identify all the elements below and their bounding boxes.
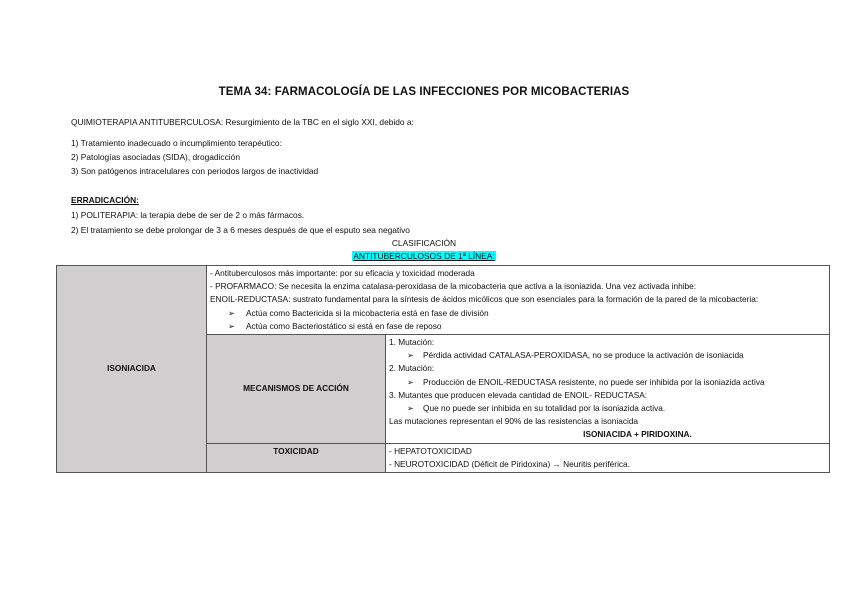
reason-1: 1) Tratamiento inadecuado o incumplimiento terapéutico: <box>71 138 282 148</box>
erradicacion-heading: ERRADICACIÓN: <box>71 195 139 205</box>
bullet-item: ➢ Actúa como Bactericida si la micobacteria está en fase de división <box>210 307 826 320</box>
primera-linea-highlight: ANTITUBERCULOSOS DE 1ª LÍNEA: <box>353 251 495 261</box>
mecanismos-content-cell <box>386 335 830 444</box>
table-row <box>57 266 830 335</box>
arrowhead-bullet-icon: ➢ <box>228 320 235 331</box>
general-line: - Antituberculosos más importante: por su eficacia y toxicidad moderada <box>210 268 475 278</box>
isoniacida-table <box>56 265 830 473</box>
reason-2: 2) Patologías asociadas (SIDA), drogadicción <box>71 152 240 162</box>
general-line: ENOIL-REDUCTASA: sustrato fundamental para la síntesis de ácidos micólicos que son esenciales para la formación de la pared de la micobacteria: <box>210 294 759 305</box>
mecanismos-label-cell: MECANISMOS DE ACCIÓN <box>207 335 386 444</box>
drug-name-cell: ISONIACIDA <box>57 266 207 473</box>
primera-linea-heading <box>0 251 848 261</box>
bullet-item: ➢ Pérdida actividad CATALASA-PEROXIDASA, no se produce la activación de isoniacida <box>389 349 826 362</box>
bullet-item: ➢ Producción de ENOIL-REDUCTASA resistente, no puede ser inhibida por la isoniazida activa <box>389 376 826 389</box>
toxicidad-content-cell <box>386 443 830 472</box>
arrowhead-bullet-icon: ➢ <box>407 403 414 414</box>
toxicity-line: - HEPATOTOXICIDAD <box>389 445 472 456</box>
mutation-line: 2. Mutación: <box>389 363 435 374</box>
arrowhead-bullet-icon: ➢ <box>407 350 414 361</box>
toxicity-line: - NEUROTOXICIDAD (Déficit de Piridoxina) → Neuritis periférica. <box>389 458 630 469</box>
general-line: - PROFARMACO: Se necesita la enzima catalasa-peroxidasa de la micobacteria que activa a la isoniazida. Una vez activada inhibe: <box>210 281 697 292</box>
resistance-note: Las mutaciones representan el 90% de las resistencias a isoniacida <box>389 416 639 427</box>
bullet-item: ➢ Que no puede ser inhibida en su totalidad por la isoniazida activa. <box>389 402 826 415</box>
clasificacion-heading: CLASIFICACIÓN <box>391 238 457 248</box>
page-title: TEMA 34: FARMACOLOGÍA DE LAS INFECCIONES POR MICOBACTERIAS <box>218 86 630 98</box>
general-info-cell <box>207 266 830 335</box>
arrowhead-bullet-icon: ➢ <box>228 307 235 318</box>
reason-3: 3) Son patógenos intracelulares con periodos largos de inactividad <box>71 166 319 176</box>
mutation-line: 3. Mutantes que producen elevada cantidad de ENOIL- REDUCTASA: <box>389 389 648 400</box>
combo-therapy: ISONIACIDA + PIRIDOXINA. <box>583 429 692 440</box>
erradicacion-item-1: 1) POLITERAPIA: la terapia debe de ser de 2 o más fármacos. <box>71 210 305 220</box>
mutation-line: 1. Mutación: <box>389 337 435 348</box>
arrowhead-bullet-icon: ➢ <box>407 376 414 387</box>
erradicacion-item-2: 2) El tratamiento se debe prolongar de 3 a 6 meses después de que el esputo sea negativo <box>71 225 410 235</box>
intro-text: QUIMIOTERAPIA ANTITUBERCULOSA: Resurgimiento de la TBC en el siglo XXI, debido a: <box>71 117 414 127</box>
bullet-item: ➢ Actúa como Bacteriostático si está en fase de reposo <box>210 320 826 333</box>
toxicidad-label-cell: TOXICIDAD <box>207 443 386 472</box>
